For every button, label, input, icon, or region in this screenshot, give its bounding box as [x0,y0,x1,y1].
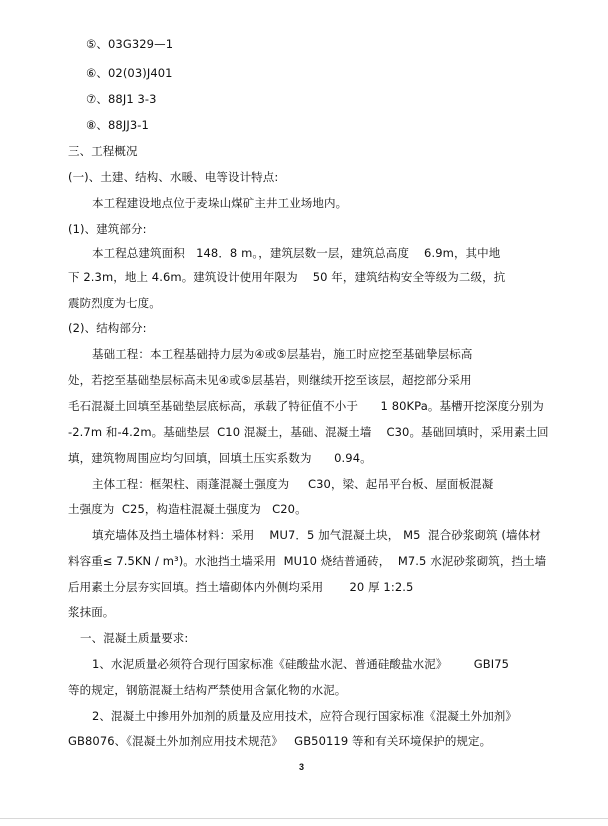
paragraph-line: 本工程总建筑面积 148．8 m。，建筑层数一层，建筑总高度 6.9m，其中地 [92,246,501,260]
paragraph-line: 基础工程：本工程基础持力层为④或⑤层基岩，施工时应挖至基础挚层标高 [92,347,473,361]
paragraph-line: 浆抹面。 [68,605,115,619]
reference-item-8: ⑧、88JJ3-1 [86,118,149,132]
paragraph-line: 土强度为 C25，构造柱混凝土强度为 C20。 [68,502,307,516]
subsection-heading: (2)、结构部分: [68,321,147,335]
paragraph-line: -2.7m 和-4.2m。基础垫层 C10 混凝土，基础、混凝土墙 C30。基础回填时，采用素土回 [68,425,549,439]
paragraph-line: 震防烈度为七度。 [68,296,161,310]
paragraph-line: 本工程建设地点位于麦垛山煤矿主井工业场地内。 [92,196,348,210]
paragraph-line: 1、水泥质量必须符合现行国家标准《硅酸盐水泥、普通硅酸盐水泥》 GBI75 [92,657,510,671]
paragraph-line: 填，建筑物周围应均匀回填，回填土压实系数为 0.94。 [68,451,372,465]
paragraph-line: 处，若挖至基础垫层标高未见④或⑤层基岩，则继续开挖至该层，超挖部分采用 [68,373,472,387]
paragraph-line: 主体工程：框架柱、雨蓬混凝土强度为 C30，梁、起吊平台板、屋面板混凝 [92,477,494,491]
subsection-heading: (1)、建筑部分: [68,222,147,236]
paragraph-line: 2、混凝土中掺用外加剂的质量及应用技术，应符合现行国家标准《混凝土外加剂》 [92,709,518,723]
reference-item-7: ⑦、88J1 3-3 [86,92,157,106]
subsection-heading: (一)、土建、结构、水暖、电等设计特点: [68,170,279,184]
paragraph-line: 填充墙体及挡土墙体材料：采用 MU7．5 加气混凝土块， M5 混合砂浆砌筑 (墙体材 [92,528,541,542]
reference-item-5: ⑤、03G329—1 [86,37,174,51]
paragraph-line: 等的规定，钢筋混凝土结构严禁使用含氯化物的水泥。 [68,683,347,697]
paragraph-line: 后用素土分层夯实回填。挡土墙砌体内外侧均采用 20 厚 1:2.5 [68,580,414,594]
paragraph-line: GB8076、《混凝土外加剂应用技术规范》 GB50119 等和有关环境保护的规定。 [68,734,492,748]
page-number: 3 [299,762,305,772]
paragraph-line: 料容重≤ 7.5KN / m³)。水池挡土墙采用 MU10 烧结普通砖， M7.5 水泥砂浆砌筑，挡土墙 [68,554,547,568]
paragraph-line: 下 2.3m，地上 4.6m。建筑设计使用年限为 50 年，建筑结构安全等级为二级，抗 [68,270,506,284]
section-heading: 一、混凝土质量要求: [80,631,189,645]
page-bottom-edge [0,818,608,819]
paragraph-line: 毛石混凝土回填至基础垫层底标高，承载了特征值不小于 1 80KPa。基槽开挖深度分别为 [68,399,544,413]
section-heading: 三、工程概况 [68,144,138,158]
reference-item-6: ⑥、02(03)J401 [86,66,173,80]
